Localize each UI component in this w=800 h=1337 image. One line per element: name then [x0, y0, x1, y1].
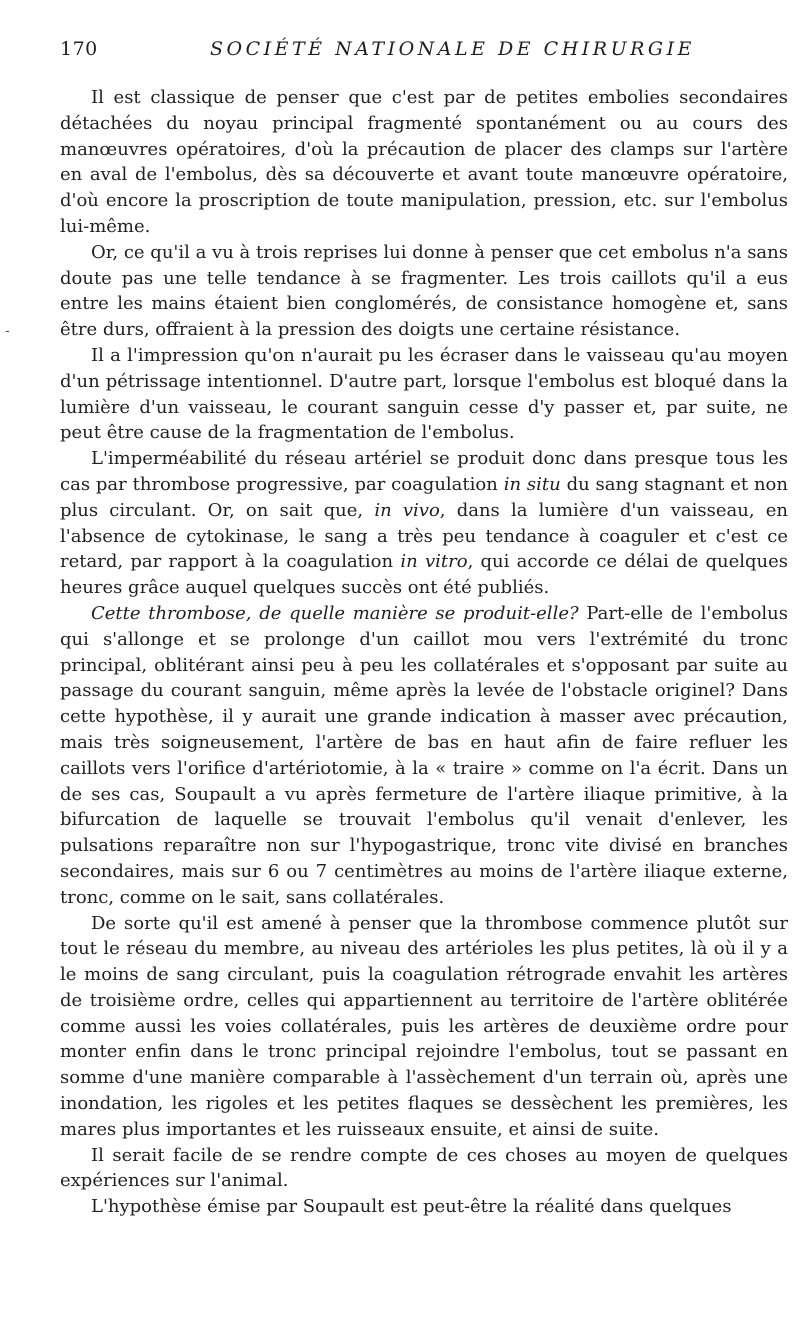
page-number: 170: [60, 38, 98, 60]
latin-term-in-vitro: in vitro: [400, 551, 468, 573]
running-head: SOCIÉTÉ NATIONALE DE CHIRURGIE: [210, 38, 695, 60]
latin-term-in-situ: in situ: [503, 473, 561, 495]
paragraph-5: [60, 601, 788, 911]
latin-term-in-vivo: in vivo: [374, 499, 440, 521]
margin-mark: -: [5, 323, 10, 339]
paragraph-5-question: Cette thrombose, de quelle manière se produit-elle?: [91, 602, 579, 624]
paragraph-2: Or, ce qu'il a vu à trois reprises lui donne à penser que cet embolus n'a sans doute pas une telle tendance à se fragmenter. Les trois caillots qu'il a eus entre les mains étaient bien conglomérés, de consistance homogène et, sans être durs, offraient à la pression des doigts une certaine résistance.: [60, 241, 788, 341]
paragraph-6: De sorte qu'il est amené à penser que la thrombose commence plutôt sur tout le réseau du membre, au niveau des artérioles les plus petites, là où il y a le moins de sang circulant, puis la coagulation rétrograde envahit les artères de troisième ordre, celles qui appartiennent au territoire de l'artère oblitérée comme aussi les voies collatérales, puis les artères de deuxième ordre pour monter enfin dans le tronc principal rejoindre l'embolus, tout se passant en somme d'une manière comparable à l'assèchement d'un terrain où, après une inondation, les rigoles et les petites flaques se dessèchent les premières, les mares plus importantes et les ruisseaux ensuite, et ainsi de suite.: [60, 912, 788, 1140]
paragraph-4-text-a: L'imperméabilité du réseau artériel se produit donc dans presque tous les cas par thrombose progressive, par coagulation: [60, 448, 788, 495]
paragraph-4-text-d: , qui accorde ce délai de quelques heures grâce auquel quelques succès ont été publiés.: [60, 551, 788, 599]
paragraph-4-text-b: du sang stagnant et non plus circulant. Or, on sait que,: [60, 473, 788, 521]
body-text: [60, 85, 788, 1220]
paragraph-3: Il a l'impression qu'on n'aurait pu les écraser dans le vaisseau qu'au moyen d'un pétrissage intentionnel. D'autre part, lorsque l'embolus est bloqué dans la lumière d'un vaisseau, le courant sanguin cesse d'y passer et, par suite, ne peut être cause de la fragmentation de l'embolus.: [60, 344, 788, 444]
paragraph-4: [60, 446, 788, 601]
paragraph-1: Il est classique de penser que c'est par de petites embolies secondaires détachées du noyau principal fragmenté spontanément ou au cours des manœuvres opératoires, d'où la précaution de placer des clamps sur l'artère en aval de l'embolus, dès sa découverte et avant toute manœuvre opératoire, d'où encore la proscription de toute manipulation, pression, etc. sur l'embolus lui-même.: [60, 87, 788, 237]
paragraph-5-text: Part-elle de l'embolus qui s'allonge et se prolonge d'un caillot mou vers l'extrémité du tronc principal, oblitérant ainsi peu à peu les collatérales et s'opposant par suite au passage du courant sanguin, même après la levée de l'obstacle originel? Dans cette hypothèse, il y aurait une grande indication à masser avec précaution, mais très soigneusement, l'artère de bas en haut afin de faire refluer les caillots vers l'orifice d'artériotomie, à la « traire » comme on l'a écrit. Dans un de ses cas, Soupault a vu après fermeture de l'artère iliaque primitive, à la bifurcation de laquelle se trouvait l'embolus qu'il venait d'enlever, les pulsations reparaître non sur l'hypogastrique, tronc vite divisé en branches secondaires, mais sur 6 ou 7 centimètres au moins de l'artère iliaque externe, tronc, comme on le sait, sans collatérales.: [60, 602, 789, 908]
paragraph-8: L'hypothèse émise par Soupault est peut-être la réalité dans quelques: [91, 1196, 732, 1218]
paragraph-7: Il serait facile de se rendre compte de ces choses au moyen de quelques expériences sur l'animal.: [60, 1144, 788, 1192]
paragraph-4-text-c: , dans la lumière d'un vaisseau, en l'absence de cytokinase, le sang a très peu tendance à coaguler et c'est ce retard, par rapport à la coagulation: [60, 499, 788, 573]
